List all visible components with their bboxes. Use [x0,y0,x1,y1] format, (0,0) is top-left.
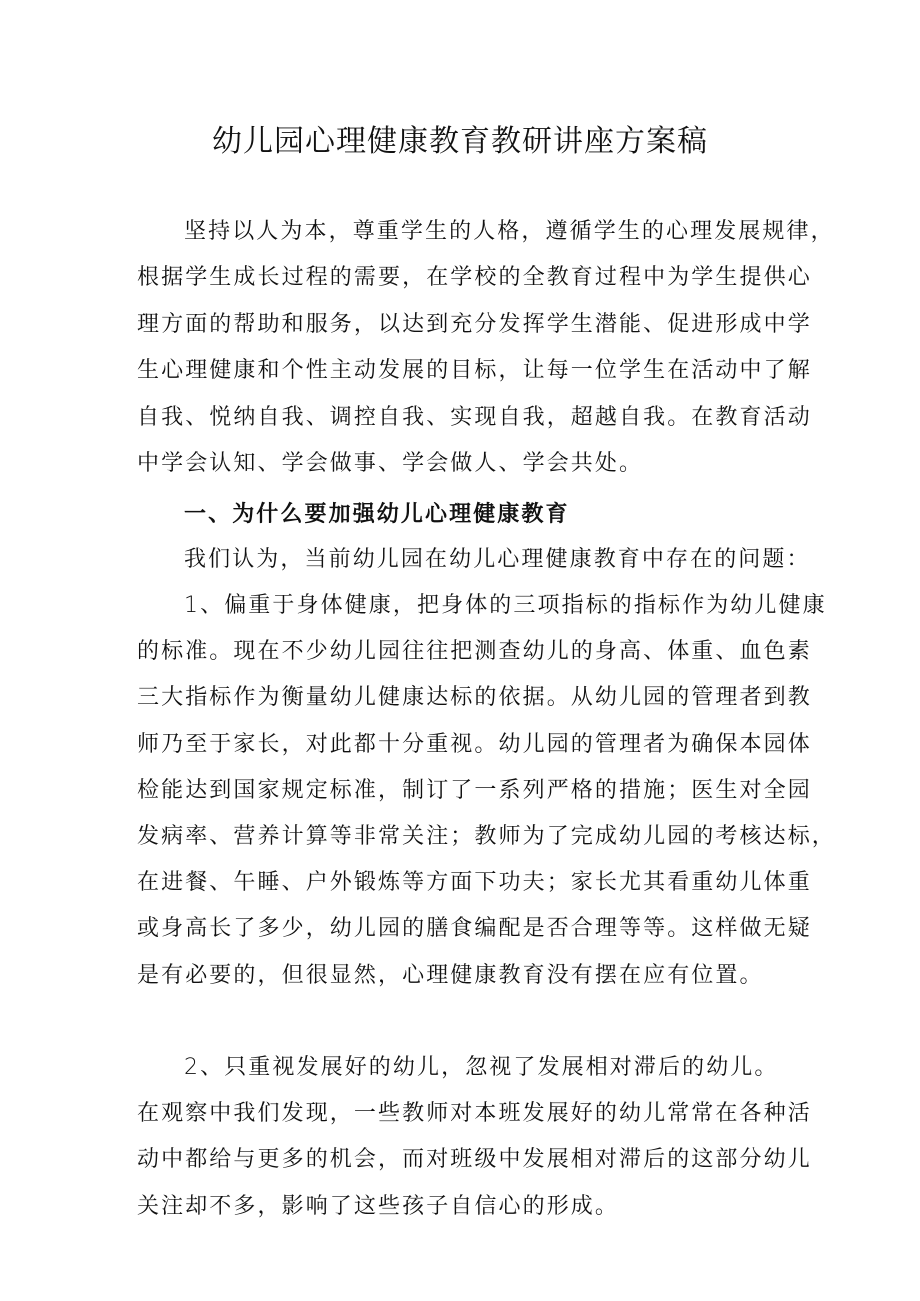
paragraph-line: 在观察中我们发现，一些教师对本班发展好的幼儿常常在各种活 [137,1101,812,1126]
paragraph-line: 检能达到国家规定标准，制订了一系列严格的措施；医生对全园 [137,778,812,803]
paragraph-line: 坚持以人为本，尊重学生的人格，遵循学生的心理发展规律， [184,219,835,244]
paragraph-line: 师乃至于家长，对此都十分重视。幼儿园的管理者为确保本园体 [137,732,812,757]
paragraph-line: 中学会认知、学会做事、学会做人、学会共处。 [137,451,644,476]
paragraph-line: 或身高长了多少，幼儿园的膳食编配是否合理等等。这样做无疑 [137,916,812,941]
paragraph-line: 发病率、营养计算等非常关注；教师为了完成幼儿园的考核达标， [137,824,836,849]
paragraph-line: 动中都给与更多的机会，而对班级中发展相对滞后的这部分幼儿 [137,1147,812,1172]
paragraph-line: 我们认为，当前幼儿园在幼儿心理健康教育中存在的问题： [184,547,811,572]
paragraph-line: 自我、悦纳自我、调控自我、实现自我，超越自我。在教育活动 [137,405,812,430]
paragraph-line: 根据学生成长过程的需要，在学校的全教育过程中为学生提供心 [137,265,812,290]
paragraph-line: 三大指标作为衡量幼儿健康达标的依据。从幼儿园的管理者到教 [137,685,812,710]
paragraph-line: 1、偏重于身体健康，把身体的三项指标的指标作为幼儿健康 [184,593,827,618]
paragraph-line: 的标准。现在不少幼儿园往往把测查幼儿的身高、体重、血色素 [137,639,812,664]
paragraph-line: 在进餐、午睡、户外锻炼等方面下功夫；家长尤其看重幼儿体重 [137,870,812,895]
document-title: 幼儿园心理健康教育教研讲座方案稿 [212,124,708,159]
paragraph-line: 生心理健康和个性主动发展的目标，让每一位学生在活动中了解 [137,358,812,383]
paragraph-line: 是有必要的，但很显然，心理健康教育没有摆在应有位置。 [137,963,764,988]
paragraph-line: 2、只重视发展好的幼儿，忽视了发展相对滞后的幼儿。 [184,1055,779,1080]
section-heading: 一、为什么要加强幼儿心理健康教育 [184,502,570,527]
paragraph-line: 理方面的帮助和服务，以达到充分发挥学生潜能、促进形成中学 [137,312,812,337]
paragraph-line: 关注却不多，影响了这些孩子自信心的形成。 [137,1194,620,1219]
